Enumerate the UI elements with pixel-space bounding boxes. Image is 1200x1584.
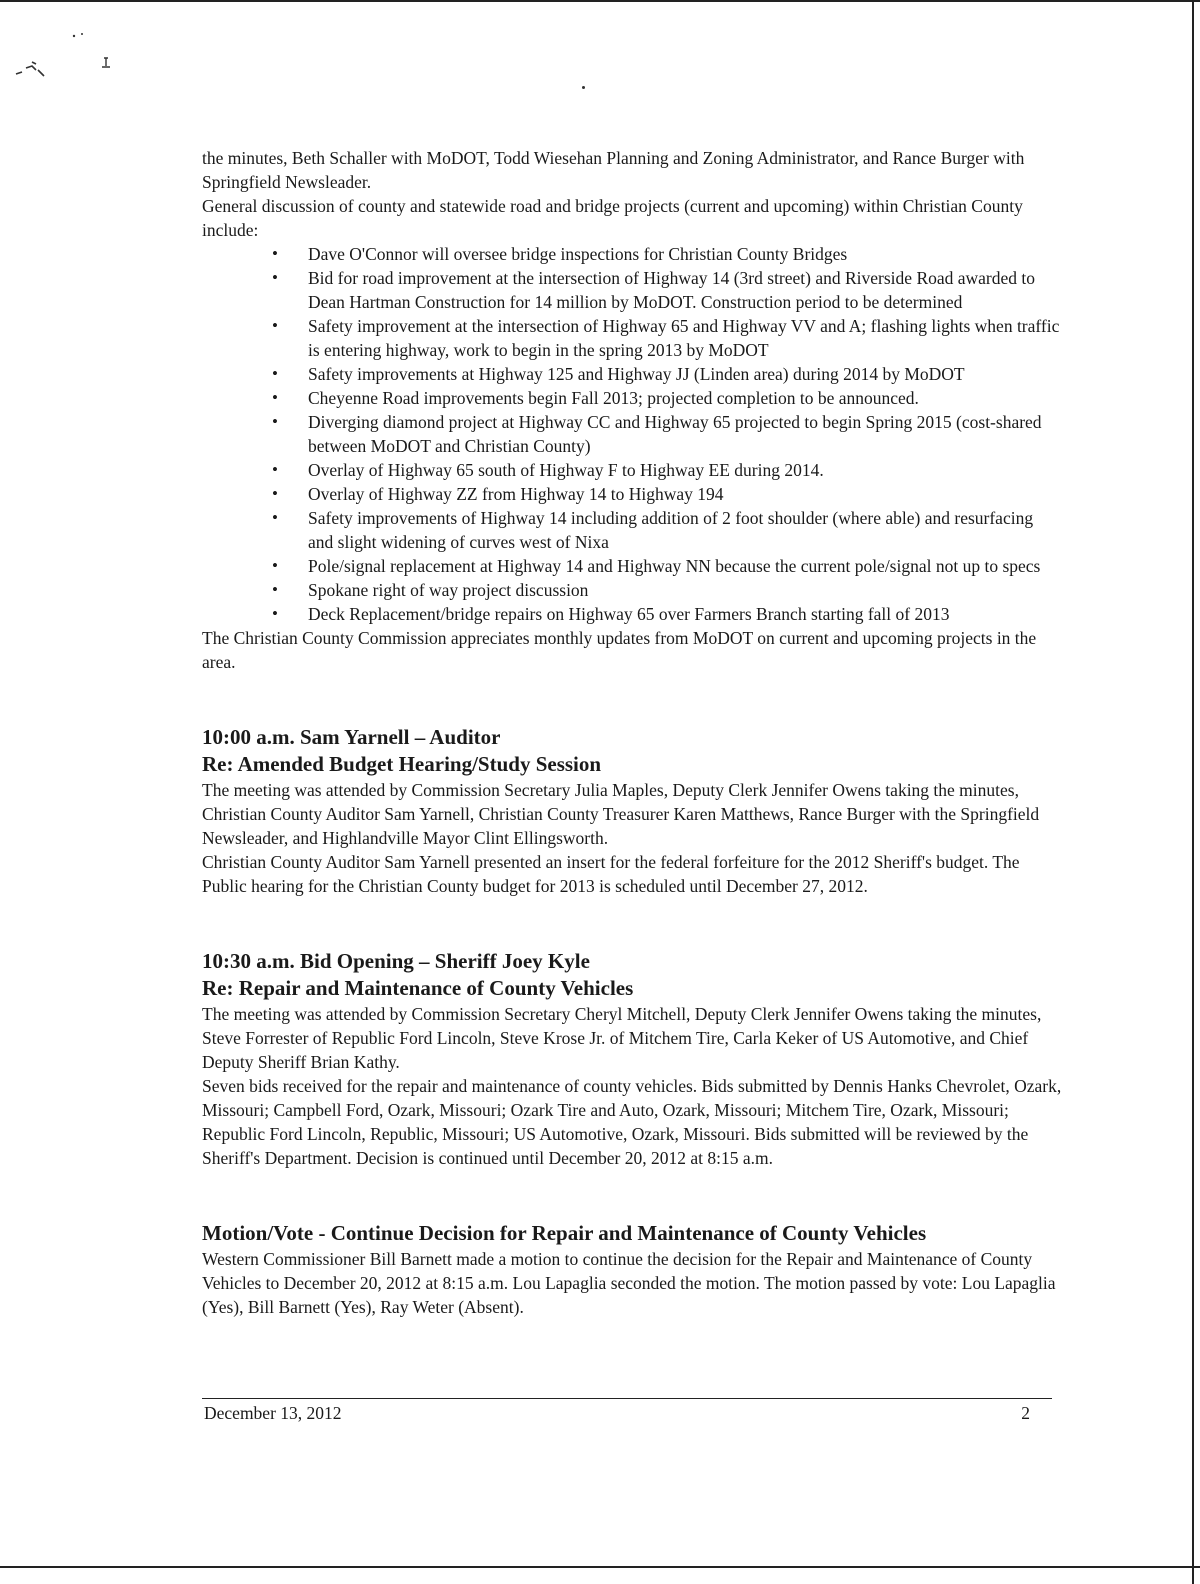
section-paragraph: The meeting was attended by Commission Secretary Julia Maples, Deputy Clerk Jennifer Owens taking the minutes, Christian County Auditor Sam Yarnell, Christian County Treasurer Karen Matthews, Rance Burger with the Springfield Newsleader, and Highlandville Mayor Clint Ellingsworth. <box>202 780 1040 848</box>
project-list-item: • Overlay of Highway 65 south of Highway F to Highway EE during 2014. <box>202 458 1062 482</box>
section-motion-vote <box>202 1220 1062 1319</box>
section-bid-opening <box>202 948 1062 1170</box>
project-list-item: • Safety improvements of Highway 14 including addition of 2 foot shoulder (where able) and resurfacing and slight widening of curves west of Nixa <box>202 506 1062 554</box>
project-list-item: • Safety improvement at the intersection of Highway 65 and Highway VV and A; flashing lights when traffic is entering highway, work to begin in the spring 2013 by MoDOT <box>202 314 1062 362</box>
section-heading: 10:00 a.m. Sam Yarnell – Auditor <box>202 725 501 749</box>
section-subheading: Re: Repair and Maintenance of County Vehicles <box>202 976 634 1000</box>
section-paragraph: Western Commissioner Bill Barnett made a motion to continue the decision for the Repair and Maintenance of County Vehicles to December 20, 2012 at 8:15 a.m. Lou Lapaglia seconded the motion. The motion passed by vote: Lou Lapaglia (Yes), Bill Barnett (Yes), Ray Weter (Absent). <box>202 1249 1056 1317</box>
project-list-item: • Diverging diamond project at Highway CC and Highway 65 projected to begin Spring 2015 (cost-shared between MoDOT and Christian County) <box>202 410 1062 458</box>
project-list-item: • Cheyenne Road improvements begin Fall 2013; projected completion to be announced. <box>202 386 1062 410</box>
project-list-item: • Bid for road improvement at the intersection of Highway 14 (3rd street) and Riverside Road awarded to Dean Hartman Construction for 14 million by MoDOT. Construction period to be determined <box>202 266 1062 314</box>
scan-border-bottom <box>0 1566 1200 1568</box>
section-paragraph: The meeting was attended by Commission Secretary Cheryl Mitchell, Deputy Clerk Jennifer Owens taking the minutes, Steve Forrester of Republic Ford Lincoln, Steve Krose Jr. of Mitchem Tire, Carla Keker of US Automotive, and Chief Deputy Sheriff Brian Kathy. <box>202 1004 1042 1072</box>
project-list-item: • Spokane right of way project discussion <box>202 578 1062 602</box>
page-number: 2 <box>1021 1403 1030 1423</box>
section-heading: Motion/Vote - Continue Decision for Repair and Maintenance of County Vehicles <box>202 1221 927 1245</box>
section-paragraph: Christian County Auditor Sam Yarnell presented an insert for the federal forfeiture for the 2012 Sheriff's budget. The Public hearing for the Christian County budget for 2013 is scheduled until December 27, 2012. <box>202 852 1020 896</box>
project-list-item: • Safety improvements at Highway 125 and Highway JJ (Linden area) during 2014 by MoDOT <box>202 362 1062 386</box>
section-auditor <box>202 724 1062 898</box>
document-body <box>202 146 1062 1319</box>
project-list <box>202 242 1062 626</box>
intro-paragraph: General discussion of county and statewide road and bridge projects (current and upcoming) within Christian County include: <box>202 196 1023 240</box>
footer-date: December 13, 2012 <box>204 1403 342 1423</box>
project-list-item: • Overlay of Highway ZZ from Highway 14 to Highway 194 <box>202 482 1062 506</box>
project-list-item: • Dave O'Connor will oversee bridge inspections for Christian County Bridges <box>202 242 1062 266</box>
section-subheading: Re: Amended Budget Hearing/Study Session <box>202 752 602 776</box>
section-paragraph: Seven bids received for the repair and maintenance of county vehicles. Bids submitted by Dennis Hanks Chevrolet, Ozark, Missouri; Campbell Ford, Ozark, Missouri; Ozark Tire and Auto, Ozark, Missouri; Mitchem Tire, Ozark, Missouri; Republic Ford Lincoln, Republic, Missouri; US Automotive, Ozark, Missouri. Bids submitted will be reviewed by the Sheriff's Department. Decision is continued until December 20, 2012 at 8:15 a.m. <box>202 1076 1062 1168</box>
project-list-item: • Deck Replacement/bridge repairs on Highway 65 over Farmers Branch starting fall of 2013 <box>202 602 1062 626</box>
section-heading: 10:30 a.m. Bid Opening – Sheriff Joey Kyle <box>202 949 590 973</box>
page-footer <box>202 1398 1052 1423</box>
intro-paragraph: The Christian County Commission appreciates monthly updates from MoDOT on current and upcoming projects in the area. <box>202 628 1037 672</box>
intro-paragraph: the minutes, Beth Schaller with MoDOT, Todd Wiesehan Planning and Zoning Administrator, and Rance Burger with Springfield Newsleader. <box>202 148 1025 192</box>
scan-artifact-marks <box>12 30 122 90</box>
project-list-item: • Pole/signal replacement at Highway 14 and Highway NN because the current pole/signal not up to specs <box>202 554 1062 578</box>
scan-dot <box>582 86 585 89</box>
scan-border-top <box>0 0 1200 8</box>
scan-border-right <box>1192 0 1194 1584</box>
